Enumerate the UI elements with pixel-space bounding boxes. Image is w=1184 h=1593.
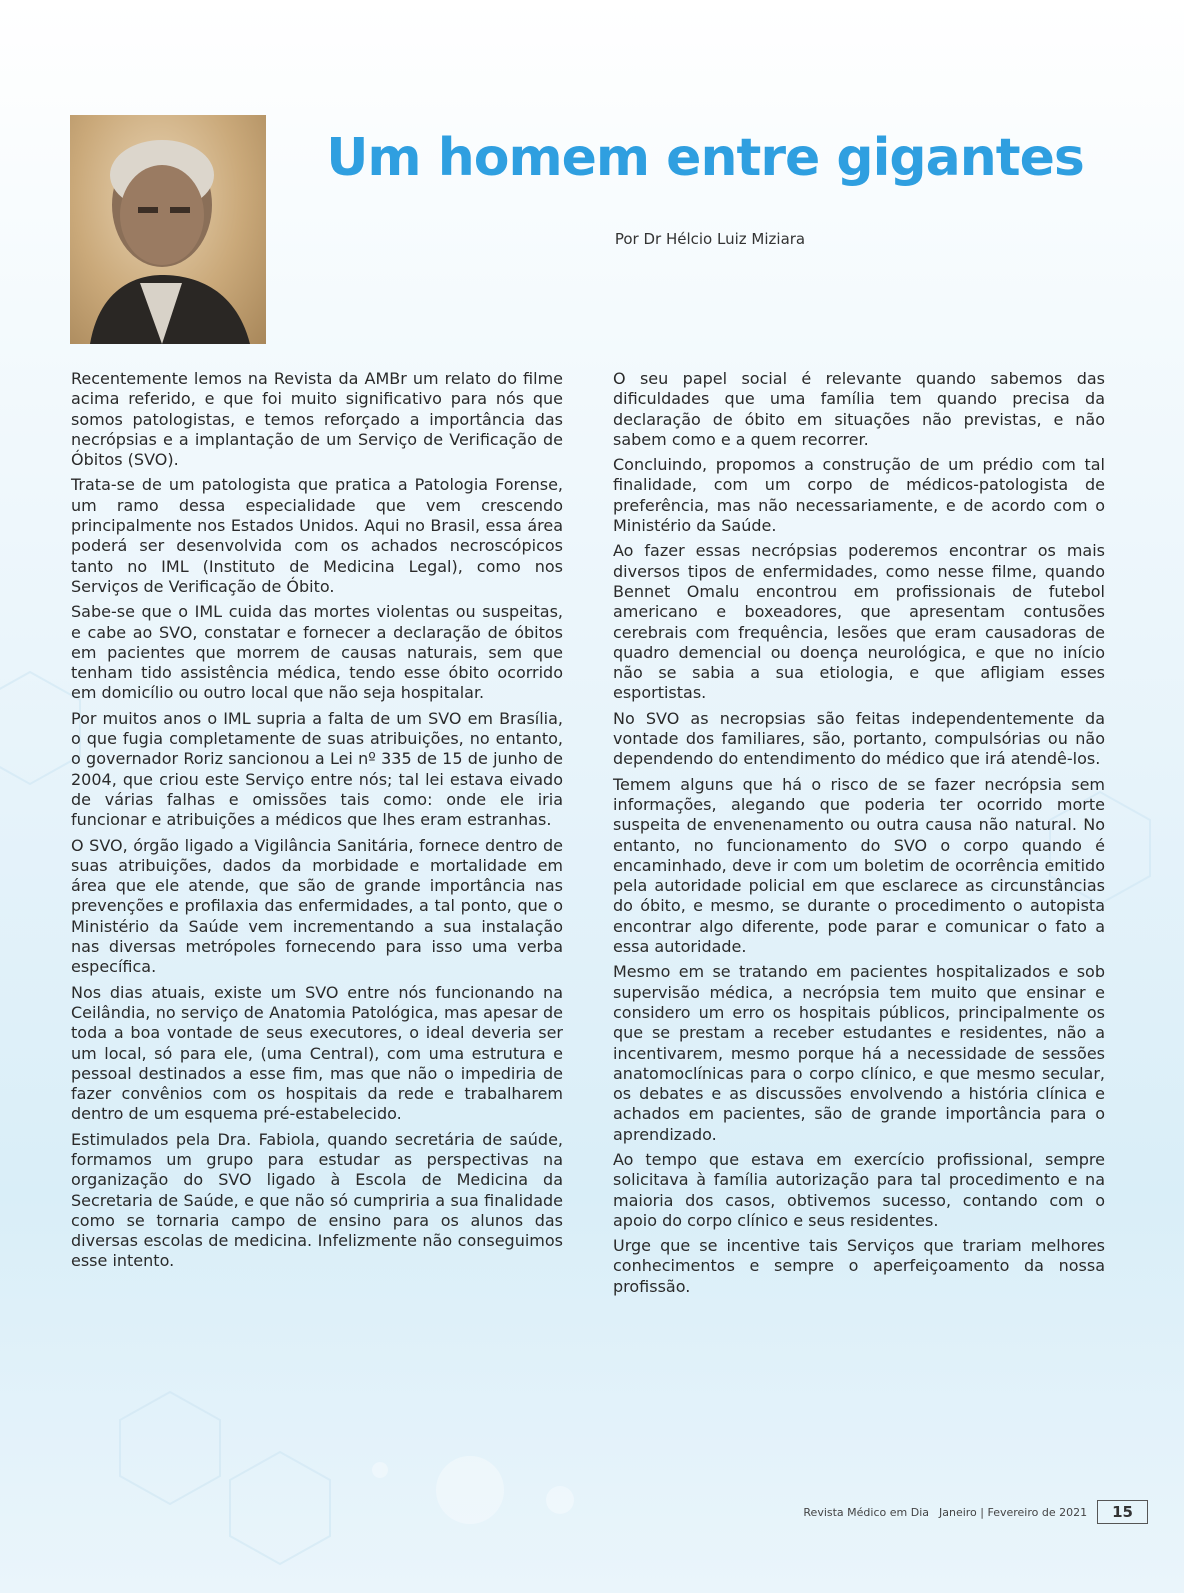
paragraph: Estimulados pela Dra. Fabiola, quando secretária de saúde, formamos um grupo para estudar as perspectivas na organização do SVO ligado à Escola de Medicina da Secretaria de Saúde, e que não só cumpriria a sua finalidade como se tornaria campo de ensino para os alunos das diversas escolas de medicina. Infelizmente não conseguimos esse intento. — [71, 1129, 563, 1271]
paragraph: Mesmo em se tratando em pacientes hospitalizados e sob supervisão médica, a necrópsia tem muito que ensinar e considero um erro os hospitais públicos, principalmente os que se prestam a receber estudantes e residentes, não a incentivarem, mesmo porque há a necessidade de sessões anatomoclínicas para o corpo clínico, e que mesmo secular, os debates e as discussões envolvendo a história clínica e achados em pacientes, são de grande importância para o aprendizado. — [613, 962, 1105, 1144]
paragraph: Urge que se incentive tais Serviços que trariam melhores conhecimentos e sempre o aperfeiçoamento da nossa profissão. — [613, 1236, 1105, 1296]
paragraph: Temem alguns que há o risco de se fazer necrópsia sem informações, alegando que poderia ter ocorrido morte suspeita de envenenamento ou outra causa não natural. No entanto, no funcionamento do SVO o corpo quando é encaminhado, deve ir com um boletim de ocorrência emitido pela autoridade policial em que esclarece as circunstâncias do óbito, e mesmo, se durante o procedimento o autopista encontrar algo diferente, pode parar e comunicar o fato a essa autoridade. — [613, 774, 1105, 957]
portrait-illustration — [70, 115, 266, 344]
paragraph: O SVO, órgão ligado a Vigilância Sanitária, fornece dentro de suas atribuições, dados da morbidade e mortalidade em área que ele atende, que são de grande importância nas prevenções e profilaxia das enfermidades, a tal ponto, que o Ministério da Saúde vem incrementando a sua instalação nas diversas metrópoles fornecendo para isso uma verba específica. — [71, 835, 563, 977]
paragraph: Por muitos anos o IML supria a falta de um SVO em Brasília, o que fugia completamente de suas atribuições, no entanto, o governador Roriz sancionou a Lei nº 335 de 15 de junho de 2004, que criou este Serviço entre nós; tal lei estava eivado de várias falhas e omissões tais como: onde ele iria funcionar e atribuições a médicos que lhes eram estranhas. — [71, 708, 563, 830]
paragraph: Nos dias atuais, existe um SVO entre nós funcionando na Ceilândia, no serviço de Anatomia Patológica, mas apesar de toda a boa vontade de seus executores, o ideal deveria ser um local, só para ele, (uma Central), com uma estrutura e pessoal destinados a esse fim, mas que não o impediria de fazer convênios com os hospitais da rede e trabalharem dentro de um esquema pré-estabelecido. — [71, 982, 563, 1124]
paragraph: No SVO as necropsias são feitas independentemente da vontade dos familiares, são, portanto, compulsórias ou não dependendo do entendimento do médico que irá atendê-los. — [613, 708, 1105, 769]
article-column-left — [71, 369, 563, 1277]
paragraph: Concluindo, propomos a construção de um prédio com tal finalidade, com um corpo de médicos-patologista de preferência, mas não necessariamente, e de acordo com o Ministério da Saúde. — [613, 455, 1105, 536]
article-column-right — [613, 369, 1105, 1302]
paragraph: Ao fazer essas necrópsias poderemos encontrar os mais diversos tipos de enfermidades, como nesse filme, quando Bennet Omalu encontrou em profissionais de futebol americano e boxeadores, que apresentam contusões cerebrais com frequência, lesões que eram causadoras de quadro demencial ou doença neurológica, e que no início não se sabia a sua etiologia, e que afligiam esses esportistas. — [613, 541, 1105, 703]
author-portrait — [70, 115, 266, 344]
paragraph: O seu papel social é relevante quando sabemos das dificuldades que uma família tem quando precisa da declaração de óbito em situações não previstas, e não sabem como e a quem recorrer. — [613, 369, 1105, 449]
footer-publication: Revista Médico em Dia — [803, 1505, 929, 1519]
paragraph: Trata-se de um patologista que pratica a Patologia Forense, um ramo dessa especialidade que vem crescendo principalmente nos Estados Unidos. Aqui no Brasil, essa área poderá ser desenvolvida com os achados necroscópicos tanto no IML (Instituto de Medicina Legal), como nos Serviços de Verificação de Óbito. — [71, 475, 563, 596]
page-footer — [803, 1500, 1148, 1524]
paragraph: Ao tempo que estava em exercício profissional, sempre solicitava à família autorização para tal procedimento e na maioria dos casos, obtivemos sucesso, contando com o apoio do corpo clínico e seus residentes. — [613, 1149, 1105, 1230]
article-byline: Por Dr Hélcio Luiz Miziara — [614, 230, 806, 248]
paragraph: Recentemente lemos na Revista da AMBr um relato do filme acima referido, e que foi muito significativo para nós que somos patologistas, e temos reforçado a importância das necrópsias e a implantação de um Serviço de Verificação de Óbitos (SVO). — [71, 369, 563, 470]
article-title: Um homem entre gigantes — [326, 128, 1084, 188]
paragraph: Sabe-se que o IML cuida das mortes violentas ou suspeitas, e cabe ao SVO, constatar e fornecer a declaração de óbitos em pacientes que morrem de causas naturais, sem que tenham tido assistência médica, tendo esse óbito ocorrido em domicílio ou outro local que não seja hospitalar. — [71, 602, 563, 703]
footer-issue: Janeiro | Fevereiro de 2021 — [939, 1505, 1088, 1519]
page-number: 15 — [1097, 1500, 1148, 1524]
